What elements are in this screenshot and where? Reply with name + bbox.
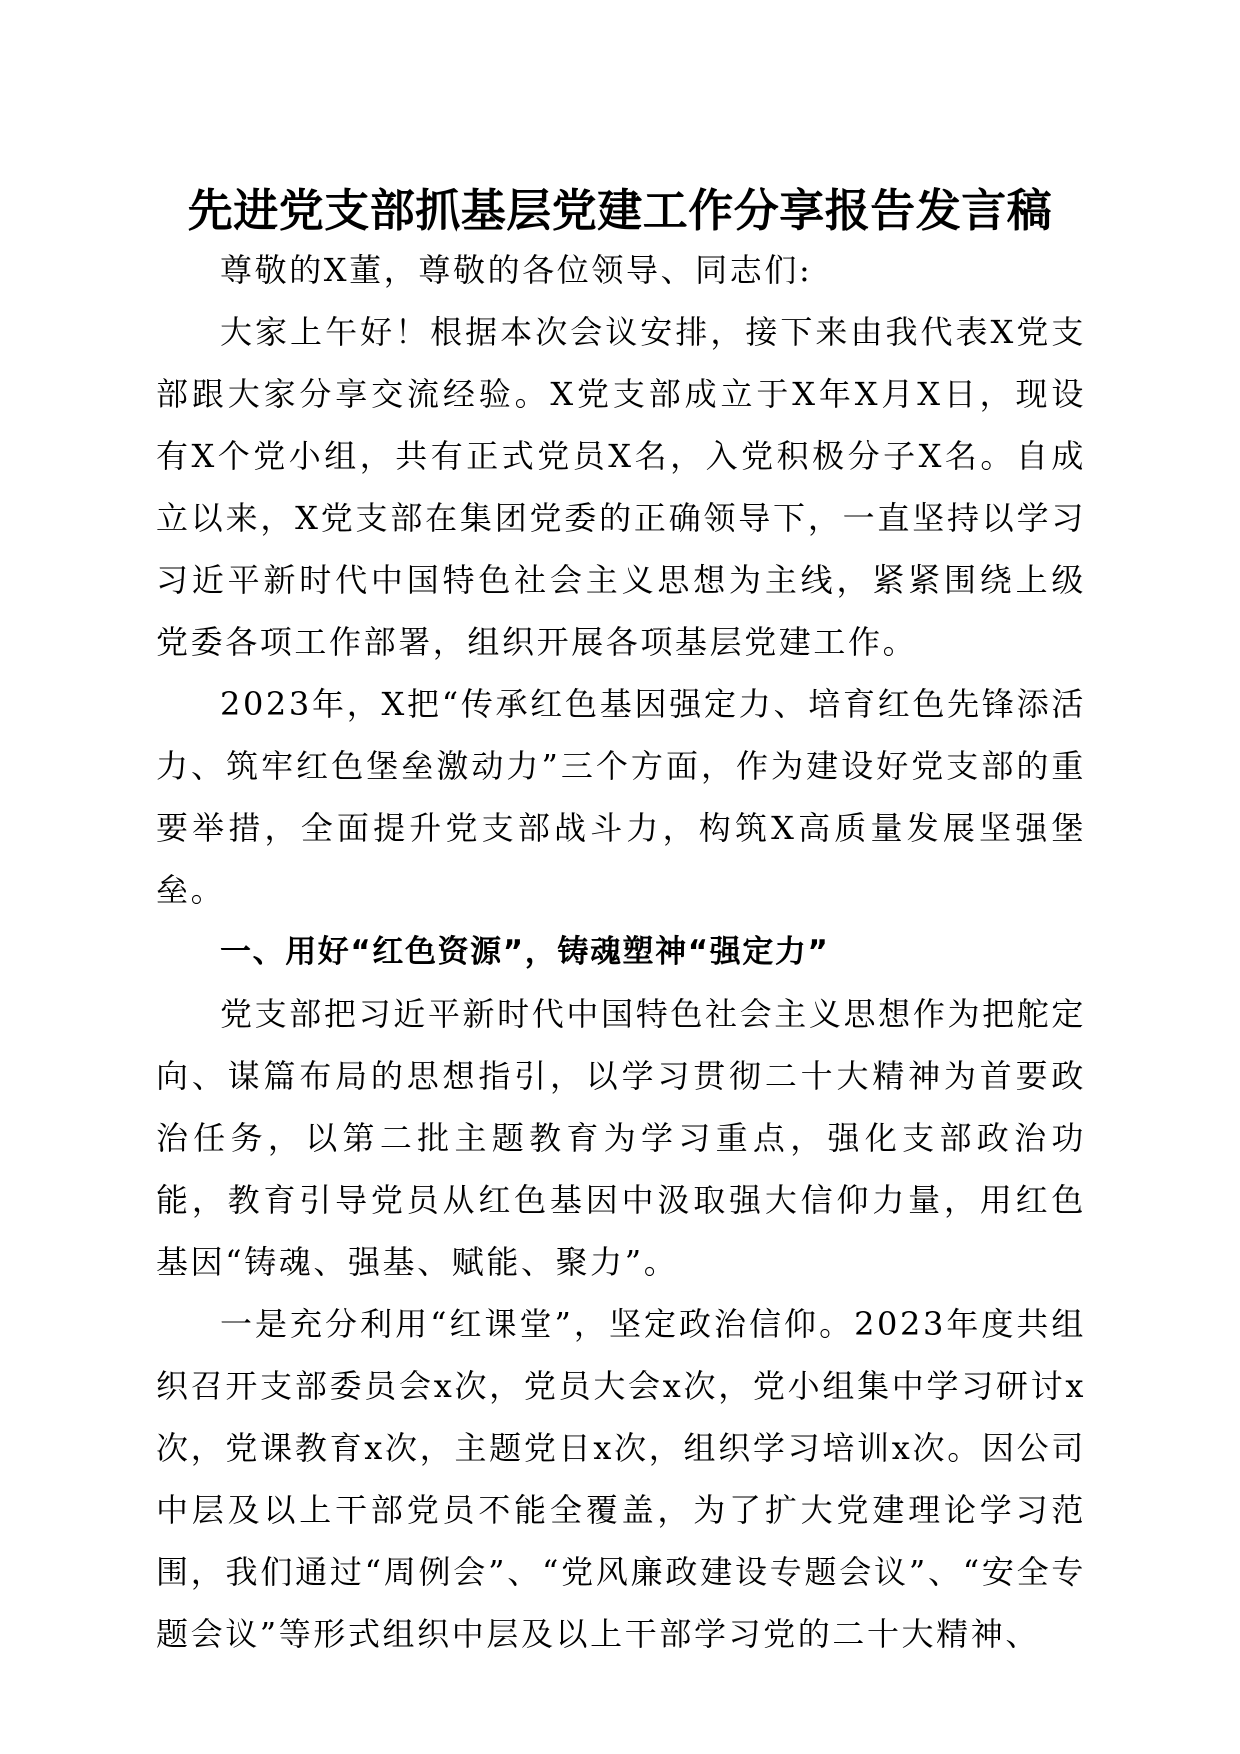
salutation: 尊敬的X董，尊敬的各位领导、同志们: (220, 251, 813, 289)
document-body (156, 239, 1086, 1665)
paragraph-intro: 大家上午好！根据本次会议安排，接下来由我代表X党支部跟大家分享交流经验。X党支部成立于X年X月X日，现设有X个党小组，共有正式党员X名，入党积极分子X名。自成立以来，X党支部在集团党委的正确领导下，一直坚持以学习习近平新时代中国特色社会主义思想为主线，紧紧围绕上级党委各项工作部署，组织开展各项基层党建工作。 (156, 313, 1086, 661)
section-1-paragraph: 党支部把习近平新时代中国特色社会主义思想作为把舵定向、谋篇布局的思想指引，以学习贯彻二十大精神为首要政治任务，以第二批主题教育为学习重点，强化支部政治功能，教育引导党员从红色基因中汲取强大信仰力量，用红色基因“铸魂、强基、赋能、聚力”。 (156, 995, 1086, 1281)
document-title: 先进党支部抓基层党建工作分享报告发言稿 (187, 184, 1053, 237)
paragraph-overview: 2023年，X把“传承红色基因强定力、培育红色先锋添活力、筑牢红色堡垒激动力”三个方面，作为建设好党支部的重要举措，全面提升党支部战斗力，构筑X高质量发展坚强堡垒。 (156, 685, 1086, 909)
section-heading-1: 一、用好“红色资源”，铸魂塑神“强定力” (220, 934, 830, 970)
section-1-paragraph: 一是充分利用“红课堂”，坚定政治信仰。2023年度共组织召开支部委员会x次，党员大会x次，党小组集中学习研讨x次，党课教育x次，主题党日x次，组织学习培训x次。因公司中层及以上干部党员不能全覆盖，为了扩大党建理论学习范围，我们通过“周例会”、“党风廉政建设专题会议”、“安全专题会议”等形式组织中层及以上干部学习党的二十大精神、 (156, 1305, 1086, 1653)
